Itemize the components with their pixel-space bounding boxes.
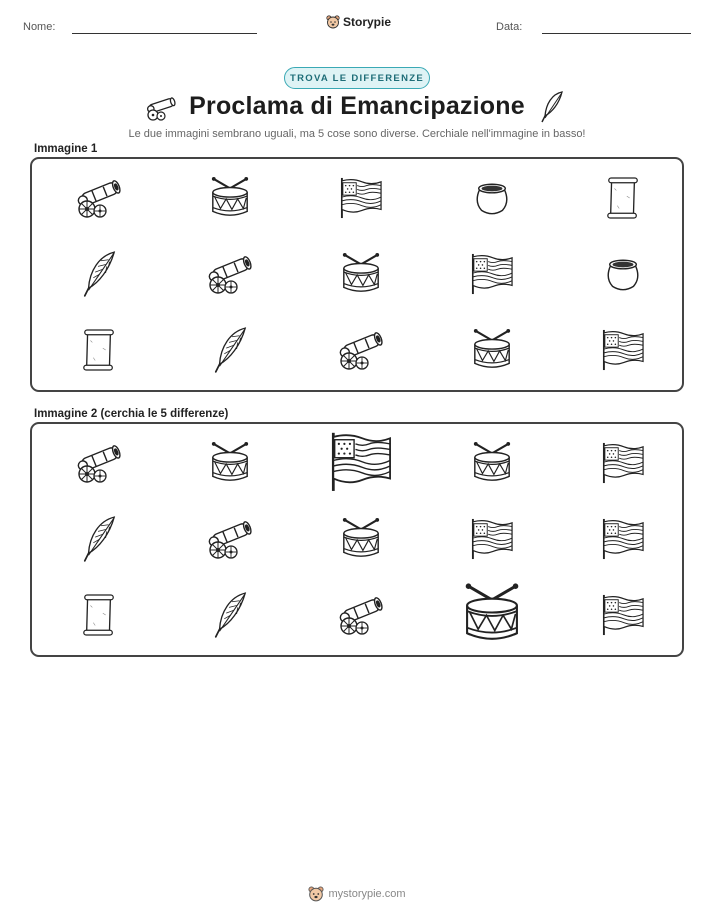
drum-icon [470, 329, 514, 376]
bear-icon [326, 15, 340, 29]
image1-cell [427, 239, 557, 313]
drum-icon [460, 583, 524, 651]
image1-cell [165, 315, 295, 389]
image1-cell [558, 163, 688, 237]
footer-url[interactable]: mystorypie.com [328, 888, 406, 900]
drum-icon [339, 518, 383, 565]
drum-icon [470, 442, 514, 489]
quill-icon [80, 250, 118, 303]
drum-icon [208, 177, 252, 224]
activity-badge: TROVA LE DIFFERENZE [284, 67, 430, 89]
image1-cell [34, 315, 164, 389]
instructions: Le due immagini sembrano uguali, ma 5 cose sono diverse. Cerchiale nell'immagine in basso! [128, 128, 586, 140]
image1-cell [296, 315, 426, 389]
image1-cell [427, 163, 557, 237]
image2-cell[interactable] [34, 428, 164, 502]
image2-cell[interactable] [427, 504, 557, 578]
image2-cell[interactable] [34, 504, 164, 578]
image2-cell[interactable] [558, 428, 688, 502]
image1-cell [165, 163, 295, 237]
date-line[interactable] [542, 33, 691, 34]
flag-icon [339, 177, 383, 224]
brand-logo [326, 15, 391, 29]
name-label: Nome: [23, 21, 56, 33]
flag-icon [470, 253, 514, 300]
flag-icon [601, 594, 645, 641]
cannon-icon [203, 516, 257, 567]
image2-grid [32, 424, 682, 655]
quill-icon [80, 515, 118, 568]
image1-cell [165, 239, 295, 313]
image2-label: Immagine 2 (cerchia le 5 differenze) [34, 408, 229, 420]
image1-cell [296, 163, 426, 237]
image1-cell [558, 239, 688, 313]
cannon-icon [334, 327, 388, 378]
name-line[interactable] [72, 33, 257, 34]
scroll-icon [604, 175, 642, 226]
page-title: Proclama di Emancipazione [189, 92, 525, 120]
pot-icon [473, 179, 511, 222]
image2-cell[interactable] [296, 428, 426, 502]
image2-cell[interactable] [427, 428, 557, 502]
image2-cell[interactable] [558, 580, 688, 654]
image1-cell [427, 315, 557, 389]
drum-icon [208, 442, 252, 489]
flag-icon [470, 518, 514, 565]
pot-icon [604, 255, 642, 298]
image1-label: Immagine 1 [34, 143, 98, 155]
cannon-icon [72, 440, 126, 491]
image2-cell[interactable] [427, 580, 557, 654]
image2-cell[interactable] [165, 504, 295, 578]
image2-cell[interactable] [296, 504, 426, 578]
image2-cell[interactable] [34, 580, 164, 654]
footer [0, 886, 714, 902]
image2-cell[interactable] [558, 504, 688, 578]
drum-icon [339, 253, 383, 300]
title-quill-icon [540, 90, 566, 124]
image2-cell[interactable] [165, 580, 295, 654]
image2-cell[interactable] [296, 580, 426, 654]
quill-icon [211, 591, 249, 644]
image1-grid [32, 159, 682, 390]
scroll-icon [80, 327, 118, 378]
cannon-icon [72, 175, 126, 226]
date-label: Data: [496, 21, 523, 33]
flag-icon [601, 518, 645, 565]
cannon-icon [203, 251, 257, 302]
image2-panel[interactable] [30, 422, 684, 657]
flag-icon [601, 329, 645, 376]
brand-name: Storypie [343, 15, 392, 29]
image2-cell[interactable] [165, 428, 295, 502]
flag-icon [329, 431, 393, 499]
image1-cell [34, 239, 164, 313]
quill-icon [211, 326, 249, 379]
image1-cell [34, 163, 164, 237]
image1-cell [558, 315, 688, 389]
scroll-icon [80, 592, 118, 643]
footer-bear-icon [308, 886, 324, 902]
flag-icon [601, 442, 645, 489]
cannon-icon [334, 592, 388, 643]
image1-cell [296, 239, 426, 313]
image1-panel [30, 157, 684, 392]
